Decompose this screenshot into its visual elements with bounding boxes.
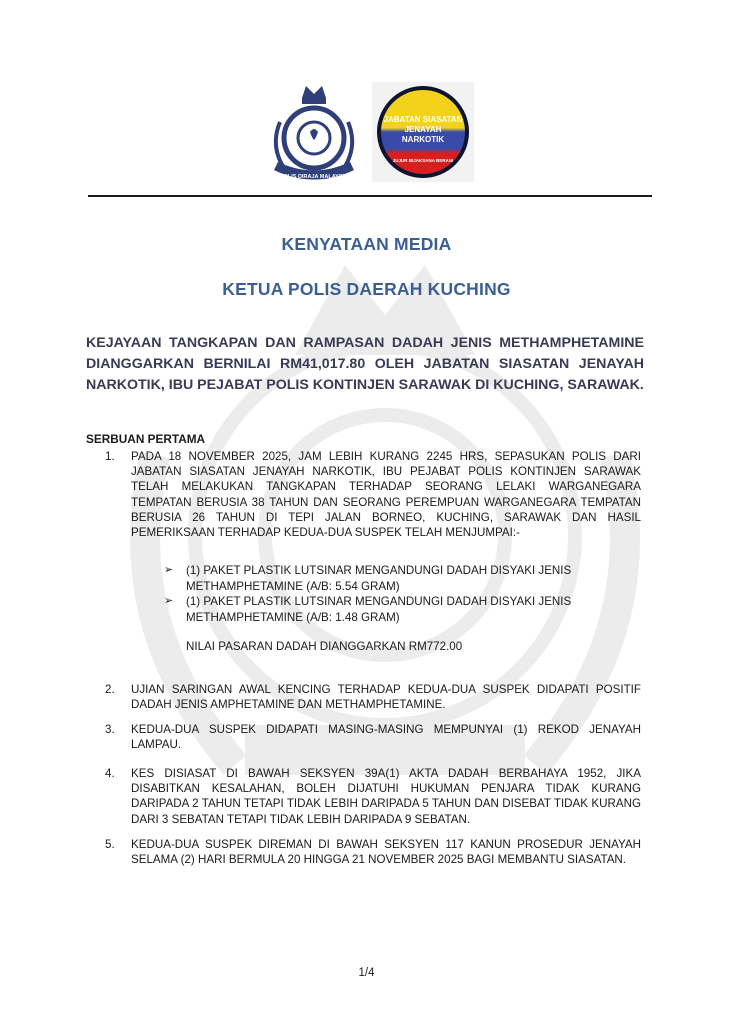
pdrm-logo <box>266 82 362 182</box>
jsjn-logo-line2: JENAYAH <box>404 125 442 134</box>
list-item-number: 3. <box>105 723 115 736</box>
section-heading: SERBUAN PERTAMA <box>86 432 206 446</box>
arrow-bullet-icon: ➢ <box>164 564 174 576</box>
header-divider <box>88 195 652 197</box>
page-subtitle: KETUA POLIS DAERAH KUCHING <box>222 279 511 299</box>
list-item-text: KEDUA-DUA SUSPEK DIREMAN DI BAWAH SEKSYEN 117 KANUN PROSEDUR JENAYAH SELAMA (2) HARI BERMULA 20 HINGGA 21 NOVEMBER 2025 BAGI MEMBANTU SIASATAN. <box>131 838 641 867</box>
list-item-number: 5. <box>105 838 115 851</box>
finding-text: (1) PAKET PLASTIK LUTSINAR MENGANDUNGI DADAH DISYAKI JENIS METHAMPHETAMINE (A/B: 1.48 GRAM) <box>186 595 572 624</box>
jsjn-logo-line3: NARKOTIK <box>401 135 445 144</box>
jsjn-logo-line1: JABATAN SIASATAN <box>383 115 463 124</box>
arrow-bullet-icon: ➢ <box>164 595 174 607</box>
jsjn-narcotics-logo <box>372 82 474 182</box>
jsjn-logo-motto: JUJUR BIJAKSANA BERANI <box>392 158 454 163</box>
list-item-text: UJIAN SARINGAN AWAL KENCING TERHADAP KEDUA-DUA SUSPEK DIDAPATI POSITIF DADAH JENIS AMPHETAMINE DAN METHAMPHETAMINE. <box>131 683 641 712</box>
market-value: NILAI PASARAN DADAH DIANGGARKAN RM772.00 <box>186 640 463 653</box>
list-item-text: KES DISIASAT DI BAWAH SEKSYEN 39A(1) AKTA DADAH BERBAHAYA 1952, JIKA DISABITKAN KESALAHAN, BOLEH DIJATUHI HUKUMAN PENJARA TIDAK KURANG DARIPADA 2 TAHUN TETAPI TIDAK LEBIH DARIPADA 5 TAHUN DAN DISEBAT TIDAK KURANG DARI 3 SEBATAN TETAPI TIDAK LEBIH DARIPADA 9 SEBATAN. <box>131 767 641 826</box>
list-item-number: 4. <box>105 767 115 780</box>
subject-heading: KEJAYAAN TANGKAPAN DAN RAMPASAN DADAH JENIS METHAMPHETAMINE DIANGGARKAN BERNILAI RM41,017.80 OLEH JABATAN SIASATAN JENAYAH NARKOTIK, IBU PEJABAT POLIS KONTINJEN SARAWAK DI KUCHING, SARAWAK. <box>86 335 644 393</box>
pdrm-logo-text: POLIS DIRAJA MALAYSIA <box>279 174 349 180</box>
list-item-text: KEDUA-DUA SUSPEK DIDAPATI MASING-MASING MEMPUNYAI (1) REKOD JENAYAH LAMPAU. <box>131 723 641 752</box>
page-number: 1/4 <box>358 967 375 979</box>
list-item-number: 1. <box>105 450 115 463</box>
finding-text: (1) PAKET PLASTIK LUTSINAR MENGANDUNGI DADAH DISYAKI JENIS METHAMPHETAMINE (A/B: 5.54 GRAM) <box>186 564 572 593</box>
list-item-number: 2. <box>105 683 115 696</box>
list-item-text: PADA 18 NOVEMBER 2025, JAM LEBIH KURANG 2245 HRS, SEPASUKAN POLIS DARI JABATAN SIASATAN JENAYAH NARKOTIK, IBU PEJABAT POLIS KONTINJEN SARAWAK TELAH MELAKUKAN TANGKAPAN TERHADAP SEORANG LELAKI WARGANEGARA TEMPATAN BERUSIA 38 TAHUN DAN SEORANG PEREMPUAN WARGANEGARA TEMPATAN BERUSIA 26 TAHUN DI TEPI JALAN BORNEO, KUCHING, SARAWAK DAN HASIL PEMERIKSAAN TERHADAP KEDUA-DUA SUSPEK TELAH MENJUMPAI:- <box>131 450 641 540</box>
page-title: KENYATAAN MEDIA <box>281 234 452 254</box>
